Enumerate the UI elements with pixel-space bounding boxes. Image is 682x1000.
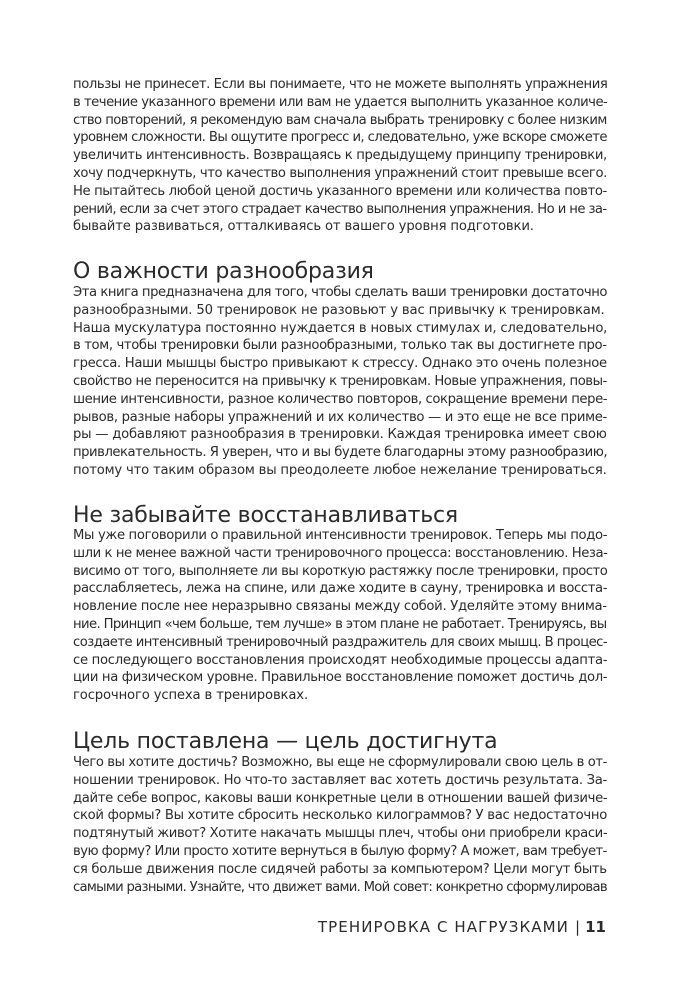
text-line: Наша мускулатура постоянно нуждается в новых стимулах и, следовательно, bbox=[73, 320, 608, 336]
text-line: в том, чтобы тренировки были разнообразными, только так вы достигнете про- bbox=[73, 338, 607, 354]
text-line: ние. Принцип «чем больше, тем лучше» в этом плане не работает. Тренируясь, вы bbox=[73, 616, 607, 632]
text-line: ношении тренировок. Но что-то заставляет вас хотеть достичь результата. За- bbox=[73, 772, 607, 788]
text-line: ции на физическом уровне. Правильное восстановление поможет достичь дол- bbox=[73, 670, 608, 686]
page-footer bbox=[318, 918, 606, 936]
text-line: ры — добавляют разнообразия в тренировки. Каждая тренировка имеет свою bbox=[73, 427, 607, 443]
text-line: рывов, разные наборы упражнений и их количество — и это еще не все приме- bbox=[73, 409, 607, 425]
running-title: ТРЕНИРОВКА С НАГРУЗКАМИ bbox=[317, 918, 569, 936]
text-line: ской формы? Вы хотите сбросить несколько килограммов? У вас недостаточно bbox=[73, 808, 608, 824]
text-line: се последующего восстановления происходят необходимые процессы адапта- bbox=[73, 652, 608, 668]
text-line: бывайте развиваться, отталкиваясь от вашего уровня подготовки. bbox=[73, 219, 534, 235]
text-line: дайте себе вопрос, каковы ваши конкретные цели в отношении вашей физиче- bbox=[73, 790, 608, 806]
text-line: уровнем сложности. Вы ощутите прогресс и, следовательно, уже вскоре сможете bbox=[73, 130, 607, 146]
text-line: рений, если за счет этого страдает качество выполнения упражнения. Но и не за- bbox=[73, 201, 607, 217]
text-line: Чего вы хотите достичь? Возможно, вы еще не сформулировали свою цель в от- bbox=[73, 755, 607, 770]
text-line: Не пытайтесь любой ценой достичь указанного времени или количества повто- bbox=[73, 183, 607, 199]
text-line: создаете интенсивный тренировочный раздражитель для своих мышц. В процес- bbox=[73, 634, 608, 650]
text-line: Эта книга предназначена для того, чтобы сделать ваши тренировки достаточно bbox=[73, 285, 607, 300]
text-line: увеличить интенсивность. Возвращаясь к предыдущему принципу тренировки, bbox=[73, 148, 607, 164]
section-body-goal bbox=[73, 754, 607, 896]
text-line: гресса. Наши мышцы быстро привыкают к стрессу. Однако это очень полезное bbox=[73, 356, 607, 372]
text-line: пользы не принесет. Если вы понимаете, что не можете выполнять упражнения bbox=[73, 77, 608, 92]
text-line: потому что таким образом вы преодолеете любое нежелание тренироваться. bbox=[73, 462, 607, 478]
footer-separator: | bbox=[574, 918, 582, 936]
section-title-recovery: Не забывайте восстанавливаться bbox=[73, 503, 458, 528]
text-line: расслабляетесь, лежа на спине, или даже ходите в сауну, тренировка и восста- bbox=[73, 581, 608, 597]
text-line: в течение указанного времени или вам не удается выполнить указанное количе- bbox=[73, 94, 608, 110]
text-line: новление после нее неразрывно связаны между собой. Уделяйте этому внима- bbox=[73, 599, 607, 615]
section-body-variety bbox=[73, 284, 607, 480]
text-line: разнообразными. 50 тренировок не разовьют у вас привычку к тренировкам. bbox=[73, 302, 605, 318]
text-line: привлекательность. Я уверен, что и вы будете благодарны этому разнообразию, bbox=[73, 445, 608, 461]
text-line: ся больше движения после сидячей работы за компьютером? Цели могут быть bbox=[73, 861, 607, 877]
text-line: хочу подчеркнуть, что качество выполнения упражнений стоит превыше всего. bbox=[73, 165, 607, 181]
section-title-goal: Цель поставлена — цель достигнута bbox=[73, 729, 498, 754]
text-line: вую форму? Или просто хотите вернуться в былую форму? А может, вам требует- bbox=[73, 843, 607, 859]
page-number: 11 bbox=[585, 918, 606, 936]
text-line: ство повторений, я рекомендую вам сначала выбрать тренировку с более низким bbox=[73, 112, 607, 128]
section-body-recovery bbox=[73, 527, 607, 705]
intro-paragraph bbox=[73, 76, 607, 236]
text-line: подтянутый живот? Хотите накачать мышцы плеч, чтобы они приобрели краси- bbox=[73, 826, 608, 842]
text-line: шение интенсивности, разное количество повторов, сокращение времени пере- bbox=[73, 391, 608, 407]
text-line: свойство не переносится на привычку к тренировкам. Новые упражнения, повы- bbox=[73, 373, 607, 389]
text-line: госрочного успеха в тренировках. bbox=[73, 688, 309, 704]
text-line: шли к не менее важной части тренировочного процесса: восстановлению. Неза- bbox=[73, 545, 608, 561]
text-line: самыми разными. Узнайте, что движет вами. Мой совет: конкретно сформулировав bbox=[73, 879, 607, 895]
section-title-variety: О важности разнообразия bbox=[73, 259, 374, 284]
text-line: висимо от того, выполняете ли вы короткую растяжку после тренировки, просто bbox=[73, 563, 608, 579]
text-line: Мы уже поговорили о правильной интенсивности тренировок. Теперь мы подо- bbox=[73, 528, 608, 543]
